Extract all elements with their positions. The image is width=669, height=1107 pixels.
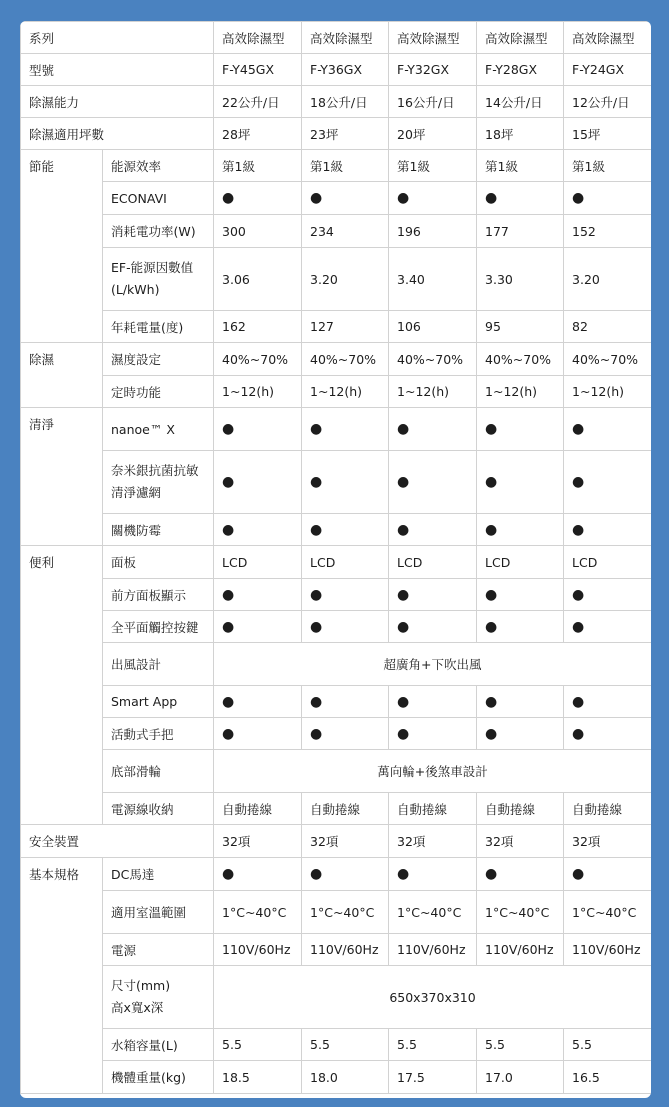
model-cell: F-Y24GX [564, 54, 651, 86]
efficiency-cell: 第1級 [389, 150, 477, 182]
humidity-label: 濕度設定 [103, 343, 214, 376]
annual-cell: 162 [214, 311, 302, 343]
bullet-mark: ● [302, 182, 389, 215]
safety-cell: 32項 [214, 825, 302, 858]
row-front-display [21, 579, 652, 611]
row-humidity [21, 343, 652, 376]
row-cord [21, 793, 652, 825]
ef-cell: 3.20 [564, 248, 651, 311]
timer-cell: 1~12(h) [302, 376, 389, 408]
bullet-mark: ● [389, 182, 477, 215]
bullet-mark: ● [389, 858, 477, 891]
row-temp [21, 891, 652, 934]
airflow-label: 出風設計 [103, 643, 214, 686]
model-cell: F-Y45GX [214, 54, 302, 86]
power-cell: 152 [564, 215, 651, 248]
humidity-cell: 40%~70% [302, 343, 389, 376]
bullet-mark: ● [564, 718, 651, 750]
section-dehumidify: 除濕 [21, 343, 103, 408]
bullet-mark: ● [564, 408, 651, 451]
section-clean: 清淨 [21, 408, 103, 546]
row-area [21, 118, 652, 150]
humidity-cell: 40%~70% [389, 343, 477, 376]
row-efficiency [21, 150, 652, 182]
bullet-mark: ● [302, 858, 389, 891]
weight-cell: 17.0 [477, 1061, 564, 1094]
safety-cell: 32項 [564, 825, 651, 858]
ef-cell: 3.20 [302, 248, 389, 311]
bullet-mark: ● [302, 611, 389, 643]
tank-cell: 5.5 [564, 1029, 651, 1061]
handle-label: 活動式手把 [103, 718, 214, 750]
bullet-mark: ● [477, 579, 564, 611]
area-cell: 18坪 [477, 118, 564, 150]
row-annual [21, 311, 652, 343]
capacity-cell: 22公升/日 [214, 86, 302, 118]
series-label: 系列 [21, 22, 214, 54]
bullet-mark: ● [564, 579, 651, 611]
temp-cell: 1°C~40°C [564, 891, 651, 934]
bullet-mark: ● [389, 611, 477, 643]
bullet-mark: ● [477, 408, 564, 451]
row-power-supply [21, 934, 652, 966]
timer-cell: 1~12(h) [389, 376, 477, 408]
model-label: 型號 [21, 54, 214, 86]
bullet-mark: ● [389, 686, 477, 718]
power-cell: 177 [477, 215, 564, 248]
area-cell: 15坪 [564, 118, 651, 150]
tank-cell: 5.5 [477, 1029, 564, 1061]
filter-label-line: 奈米銀抗菌抗敏 [111, 463, 199, 478]
weight-label: 機體重量(kg) [103, 1061, 214, 1094]
bullet-mark: ● [477, 514, 564, 546]
cord-label: 電源線收納 [103, 793, 214, 825]
bullet-mark: ● [564, 182, 651, 215]
panel-cell: LCD [302, 546, 389, 579]
section-convenience: 便利 [21, 546, 103, 825]
row-motor [21, 858, 652, 891]
panel-cell: LCD [214, 546, 302, 579]
temp-cell: 1°C~40°C [477, 891, 564, 934]
bullet-mark: ● [214, 182, 302, 215]
motor-label: DC馬達 [103, 858, 214, 891]
row-tank [21, 1029, 652, 1061]
row-wheels [21, 750, 652, 793]
weight-cell: 17.5 [389, 1061, 477, 1094]
panel-cell: LCD [564, 546, 651, 579]
bullet-mark: ● [214, 611, 302, 643]
weight-cell: 18.0 [302, 1061, 389, 1094]
bullet-mark: ● [214, 858, 302, 891]
size-label-line: 高x寬x深 [111, 1000, 164, 1015]
capacity-cell: 14公升/日 [477, 86, 564, 118]
bullet-mark: ● [389, 514, 477, 546]
row-size [21, 966, 652, 1029]
ef-label-line: (L/kWh) [111, 282, 160, 297]
humidity-cell: 40%~70% [564, 343, 651, 376]
efficiency-cell: 第1級 [302, 150, 389, 182]
spec-sheet [20, 21, 651, 1098]
series-cell: 高效除濕型 [564, 22, 651, 54]
tank-label: 水箱容量(L) [103, 1029, 214, 1061]
ef-cell: 3.06 [214, 248, 302, 311]
bullet-mark: ● [477, 686, 564, 718]
power-supply-cell: 110V/60Hz [214, 934, 302, 966]
power-supply-cell: 110V/60Hz [389, 934, 477, 966]
temp-cell: 1°C~40°C [302, 891, 389, 934]
bullet-mark: ● [477, 611, 564, 643]
bullet-mark: ● [564, 858, 651, 891]
efficiency-cell: 第1級 [564, 150, 651, 182]
row-power [21, 215, 652, 248]
section-basic: 基本規格 [21, 858, 103, 1094]
bullet-mark: ● [302, 718, 389, 750]
size-label-line: 尺寸(mm) [111, 978, 171, 993]
bullet-mark: ● [214, 579, 302, 611]
efficiency-cell: 第1級 [477, 150, 564, 182]
efficiency-cell: 第1級 [214, 150, 302, 182]
ef-cell: 3.30 [477, 248, 564, 311]
timer-cell: 1~12(h) [564, 376, 651, 408]
bullet-mark: ● [214, 686, 302, 718]
row-ef [21, 248, 652, 311]
row-panel [21, 546, 652, 579]
row-handle [21, 718, 652, 750]
power-supply-cell: 110V/60Hz [302, 934, 389, 966]
bullet-mark: ● [477, 858, 564, 891]
power-label: 消耗電功率(W) [103, 215, 214, 248]
row-safety [21, 825, 652, 858]
cord-cell: 自動捲線 [302, 793, 389, 825]
power-supply-cell: 110V/60Hz [564, 934, 651, 966]
bullet-mark: ● [564, 451, 651, 514]
ef-label [103, 248, 214, 311]
bullet-mark: ● [389, 408, 477, 451]
bullet-mark: ● [477, 182, 564, 215]
wheels-label: 底部滑輪 [103, 750, 214, 793]
filter-label [103, 451, 214, 514]
humidity-cell: 40%~70% [477, 343, 564, 376]
ef-cell: 3.40 [389, 248, 477, 311]
safety-cell: 32項 [477, 825, 564, 858]
row-series [21, 22, 652, 54]
row-weight [21, 1061, 652, 1094]
temp-cell: 1°C~40°C [214, 891, 302, 934]
safety-cell: 32項 [389, 825, 477, 858]
bullet-mark: ● [389, 579, 477, 611]
humidity-cell: 40%~70% [214, 343, 302, 376]
nanoe-label: nanoe™ X [103, 408, 214, 451]
annual-cell: 82 [564, 311, 651, 343]
bullet-mark: ● [214, 718, 302, 750]
tank-cell: 5.5 [389, 1029, 477, 1061]
row-nanoe [21, 408, 652, 451]
capacity-label: 除濕能力 [21, 86, 214, 118]
model-cell: F-Y28GX [477, 54, 564, 86]
weight-cell: 16.5 [564, 1061, 651, 1094]
model-cell: F-Y36GX [302, 54, 389, 86]
row-filter [21, 451, 652, 514]
series-cell: 高效除濕型 [477, 22, 564, 54]
annual-cell: 95 [477, 311, 564, 343]
mold-label: 關機防霉 [103, 514, 214, 546]
power-supply-label: 電源 [103, 934, 214, 966]
wheels-value: 萬向輪+後煞車設計 [214, 750, 651, 793]
row-airflow [21, 643, 652, 686]
bullet-mark: ● [477, 718, 564, 750]
panel-label: 面板 [103, 546, 214, 579]
safety-label: 安全裝置 [21, 825, 214, 858]
temp-cell: 1°C~40°C [389, 891, 477, 934]
econavi-label: ECONAVI [103, 182, 214, 215]
bullet-mark: ● [564, 514, 651, 546]
power-supply-cell: 110V/60Hz [477, 934, 564, 966]
cord-cell: 自動捲線 [564, 793, 651, 825]
series-cell: 高效除濕型 [389, 22, 477, 54]
bullet-mark: ● [302, 514, 389, 546]
front-display-label: 前方面板顯示 [103, 579, 214, 611]
size-label [103, 966, 214, 1029]
row-capacity [21, 86, 652, 118]
section-energy: 節能 [21, 150, 103, 343]
size-value: 650x370x310 [214, 966, 651, 1029]
row-app [21, 686, 652, 718]
ef-label-line: EF-能源因數值 [111, 260, 194, 275]
annual-label: 年耗電量(度) [103, 311, 214, 343]
capacity-cell: 18公升/日 [302, 86, 389, 118]
timer-label: 定時功能 [103, 376, 214, 408]
bullet-mark: ● [564, 611, 651, 643]
tank-cell: 5.5 [214, 1029, 302, 1061]
cord-cell: 自動捲線 [477, 793, 564, 825]
bullet-mark: ● [389, 451, 477, 514]
touch-label: 全平面觸控按鍵 [103, 611, 214, 643]
bullet-mark: ● [564, 686, 651, 718]
capacity-cell: 12公升/日 [564, 86, 651, 118]
safety-cell: 32項 [302, 825, 389, 858]
annual-cell: 106 [389, 311, 477, 343]
efficiency-label: 能源效率 [103, 150, 214, 182]
timer-cell: 1~12(h) [214, 376, 302, 408]
panel-cell: LCD [477, 546, 564, 579]
bullet-mark: ● [214, 408, 302, 451]
row-econavi [21, 182, 652, 215]
model-cell: F-Y32GX [389, 54, 477, 86]
power-cell: 234 [302, 215, 389, 248]
area-cell: 23坪 [302, 118, 389, 150]
bullet-mark: ● [214, 514, 302, 546]
power-cell: 196 [389, 215, 477, 248]
row-timer [21, 376, 652, 408]
area-cell: 28坪 [214, 118, 302, 150]
bullet-mark: ● [302, 686, 389, 718]
temp-label: 適用室溫範圍 [103, 891, 214, 934]
row-model [21, 54, 652, 86]
weight-cell: 18.5 [214, 1061, 302, 1094]
annual-cell: 127 [302, 311, 389, 343]
airflow-value: 超廣角+下吹出風 [214, 643, 651, 686]
timer-cell: 1~12(h) [477, 376, 564, 408]
spec-table [20, 21, 651, 1094]
app-label: Smart App [103, 686, 214, 718]
bullet-mark: ● [389, 718, 477, 750]
cord-cell: 自動捲線 [214, 793, 302, 825]
area-label: 除濕適用坪數 [21, 118, 214, 150]
row-mold [21, 514, 652, 546]
bullet-mark: ● [302, 579, 389, 611]
capacity-cell: 16公升/日 [389, 86, 477, 118]
bullet-mark: ● [477, 451, 564, 514]
area-cell: 20坪 [389, 118, 477, 150]
cord-cell: 自動捲線 [389, 793, 477, 825]
series-cell: 高效除濕型 [302, 22, 389, 54]
tank-cell: 5.5 [302, 1029, 389, 1061]
power-cell: 300 [214, 215, 302, 248]
row-touch [21, 611, 652, 643]
bullet-mark: ● [214, 451, 302, 514]
series-cell: 高效除濕型 [214, 22, 302, 54]
bullet-mark: ● [302, 408, 389, 451]
filter-label-line: 清淨濾網 [111, 485, 162, 500]
panel-cell: LCD [389, 546, 477, 579]
bullet-mark: ● [302, 451, 389, 514]
